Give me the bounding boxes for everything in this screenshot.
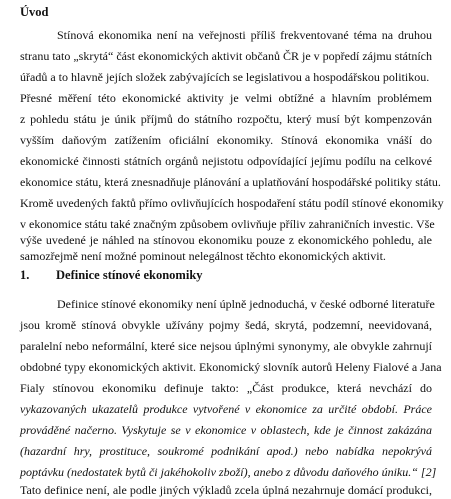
section-title: Definice stínové ekonomiky [56, 268, 203, 282]
intro-line: Stínová ekonomika není na veřejnosti příliš frekventované téma na druhou [57, 28, 432, 42]
intro-line: stranu tato „skrytá“ část ekonomických aktivit občanů ČR je v popředí zájmu státních [20, 49, 432, 63]
heading-uvod: Úvod [20, 5, 49, 19]
definition-line: vykazovaných ukazatelů produkce vytvořené v ekonomice za určité období. Práce [20, 402, 432, 416]
definition-line: Fialy stínovou ekonomiku definuje takto: „Část produkce, která nevchází do [20, 381, 432, 395]
intro-line: úřadů a to hlavně jejích složek zabývajících se legislativou a hospodářskou politikou. [20, 70, 430, 84]
intro-line: ekonomice státu, která znesnadňuje plánování a uplatňování hospodářské politiky státu. [20, 175, 441, 189]
intro-line: Kromě uvedených faktů přímo ovlivňujících hospodaření státu podíl stínové ekonomiky [20, 196, 444, 210]
definition-line: Tato definice není, ale podle jiných výkladů zcela úplná nezahrnuje domácí produkci, [20, 483, 432, 497]
intro-line: ekonomické činnosti státních orgánů nejistotu odpovídající jejímu podílu na celkové [20, 154, 432, 168]
intro-line: samozřejmě není možné pominout nelegálnost těchto ekonomických aktivit. [20, 249, 386, 263]
definition-line: paralelní nebo neformální, které sice nejsou úplnými synonymy, ale obvykle zahrnují [20, 339, 432, 353]
definition-line: (hazardní hry, prostituce, soukromé podnikání apod.) nebo nabídka nepokrývá [20, 444, 432, 458]
intro-line: z pohledu státu je únik příjmů do státního rozpočtu, který musí být kompenzován [20, 112, 432, 126]
definition-line: poptávku (nedostatek bytů či jakéhokoliv zboží), anebo z důvodu daňového úniku.“ [2] [20, 465, 437, 479]
intro-line: v ekonomice státu také značným způsobem ovlivňuje příliv zahraničních investic. Vše [20, 217, 435, 231]
section-number: 1. [20, 268, 30, 282]
definition-line: Definice stínové ekonomiky není úplně jednoduchá, v české odborné literatuře [57, 297, 435, 311]
intro-line: vyšším daňovým zatížením oficiální ekonomiky. Stínová ekonomika vnáší do [20, 133, 432, 147]
intro-line: výše uvedené je náhled na stínovou ekonomiku pouze z ekonomického pohledu, ale [20, 233, 432, 247]
definition-line: obdobné typy ekonomických aktivit. Ekonomický slovník autorů Heleny Fialové a Jana [20, 360, 442, 374]
intro-line: Přesné měření této ekonomické aktivity je velmi obtížné a hlavním problémem [20, 91, 432, 105]
definition-line: prováděné načerno. Vyskytuje se v ekonomice v oblastech, kde je činnost zakázána [20, 423, 432, 437]
definition-line: jsou kromě stínová obvykle užívány pojmy šedá, skrytá, podzemní, neevidovaná, [20, 318, 432, 332]
section-heading [20, 268, 203, 283]
